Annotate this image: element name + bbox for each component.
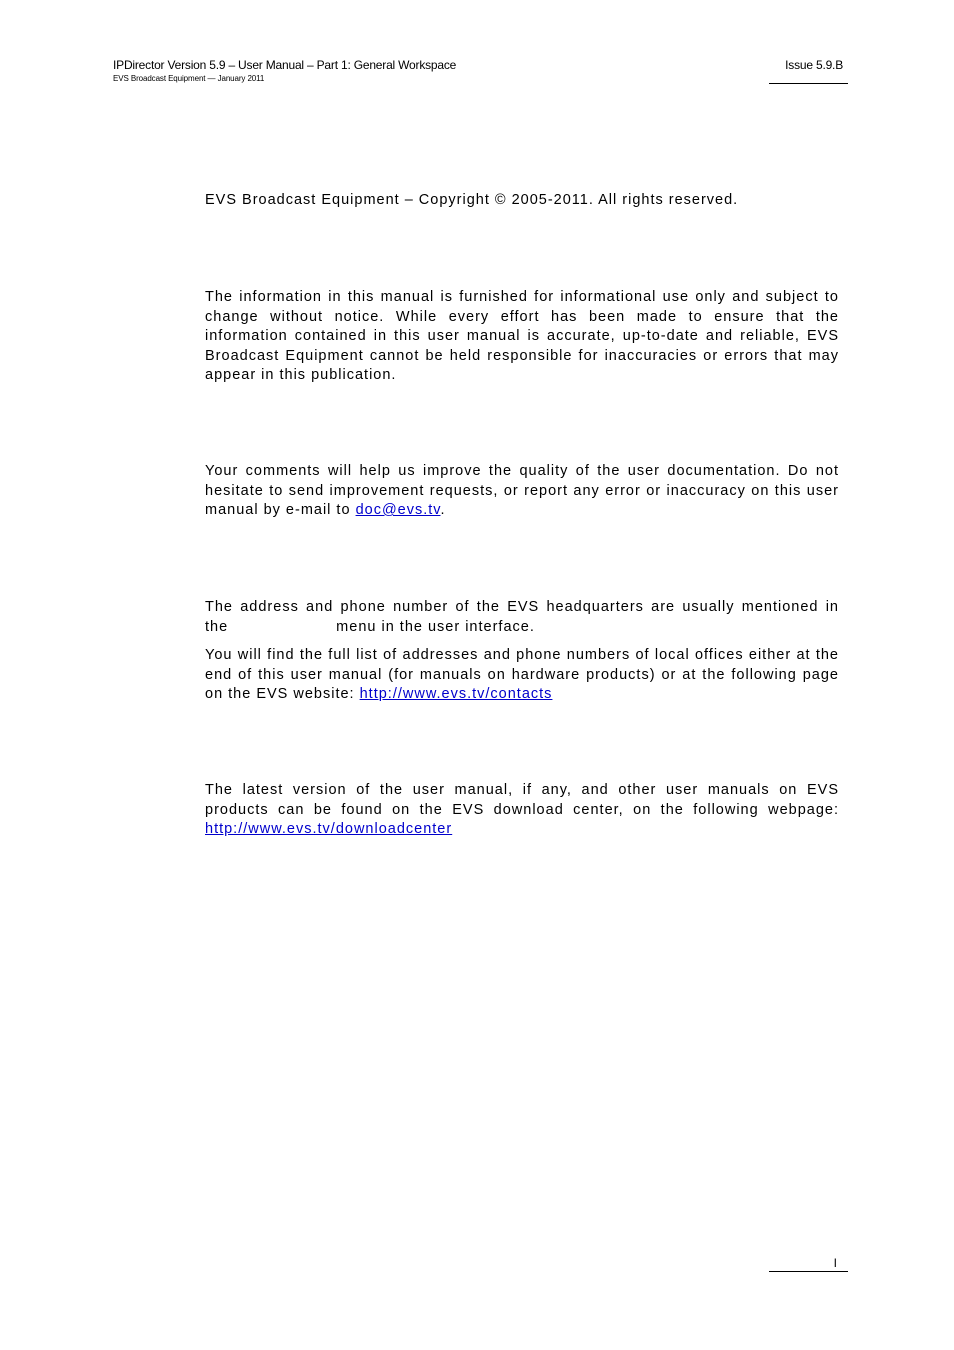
latest-version-section xyxy=(205,781,839,840)
page-number: I xyxy=(833,1256,837,1270)
header-title: IPDirector Version 5.9 – User Manual – Part 1: General Workspace xyxy=(113,58,457,72)
email-link[interactable]: doc@evs.tv xyxy=(355,502,441,518)
disclaimer-text: The information in this manual is furnished for informational use only and subject to change without notice. While every effort has been made to ensure that the information contained in this user manual is accurate, up-to-date and reliable, EVS Broadcast Equipment cannot be held responsible for inaccuracies or errors that may appear in this publication. xyxy=(205,289,839,383)
contacts-link[interactable]: http://www.evs.tv/contacts xyxy=(359,686,553,702)
comments-end: . xyxy=(440,502,446,518)
latest-paragraph xyxy=(205,781,839,840)
comments-paragraph xyxy=(205,462,839,521)
contacts-paragraph-2 xyxy=(205,646,839,705)
contacts-paragraph-1 xyxy=(205,598,839,637)
header-issue: Issue 5.9.B xyxy=(785,58,843,72)
comments-section xyxy=(205,462,839,521)
copyright-text: EVS Broadcast Equipment – Copyright © 2005-2011. All rights reserved. xyxy=(205,192,739,208)
footer-rule xyxy=(769,1271,848,1272)
disclaimer-section xyxy=(205,288,839,386)
latest-text: The latest version of the user manual, if any, and other user manuals on EVS products can be found on the EVS download center, on the following webpage: xyxy=(205,782,839,818)
contacts-p1-end: menu in the user interface. xyxy=(336,618,535,635)
header-subtitle: EVS Broadcast Equipment — January 2011 xyxy=(113,74,265,83)
comments-text: Your comments will help us improve the quality of the user documentation. Do not hesitate to send improvement requests, or report any error or inaccuracy on this user manual by e-mail to xyxy=(205,463,839,518)
contacts-p1-start: The address and phone number of the EVS headquarters are usually mentioned in the xyxy=(205,599,839,635)
copyright-notice xyxy=(205,191,839,211)
contacts-p2-text: You will find the full list of addresses and phone numbers of local offices either at the end of this user manual (for manuals on hardware products) or at the following page on the EVS website: xyxy=(205,647,839,702)
downloadcenter-link[interactable]: http://www.evs.tv/downloadcenter xyxy=(205,821,453,837)
contacts-section xyxy=(205,598,839,705)
header-rule xyxy=(769,83,848,84)
